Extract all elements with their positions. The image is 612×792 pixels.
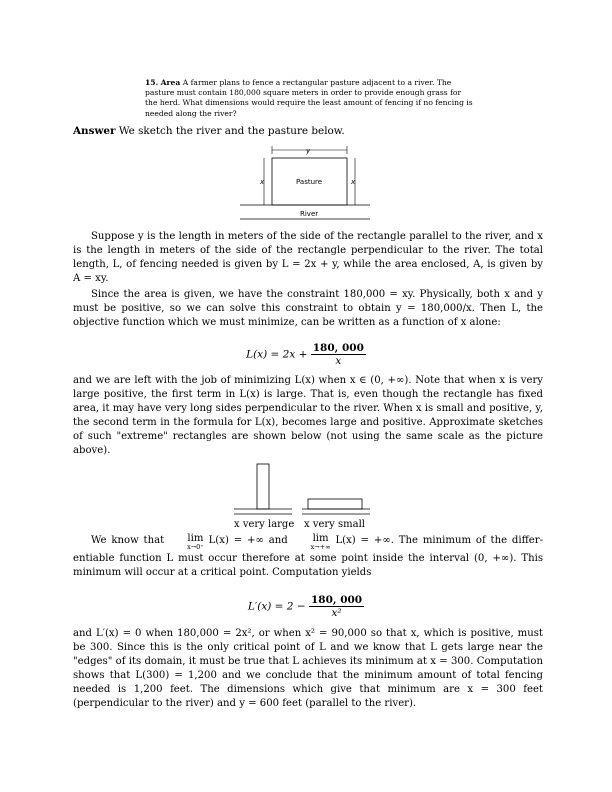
answer-label: Answer xyxy=(73,125,116,137)
wide-rectangle xyxy=(308,499,362,509)
y-label: y xyxy=(306,147,311,155)
problem-title: Area xyxy=(160,78,181,87)
answer-intro xyxy=(73,124,543,138)
caption-x-very-large: x very large xyxy=(234,519,295,530)
problem-statement xyxy=(145,78,475,119)
equation-objective-numerator: 180, 000 xyxy=(312,342,364,354)
problem-text: A farmer plans to fence a rectangular pasture adjacent to a river. The pasture must contain 180,000 square meters in order to provide enough grass for the herd. What dimensions would require the least amount of fencing if no fencing is needed along the river? xyxy=(145,78,473,118)
tall-rectangle xyxy=(257,464,269,509)
equation-derivative-fraction xyxy=(309,594,364,619)
equation-derivative-lhs: L′(x) = 2 − xyxy=(247,600,306,613)
river-label: River xyxy=(300,210,319,218)
equation-derivative-denominator: x² xyxy=(331,607,342,619)
limits-rest: entiable function L must occur therefore at some point inside the interval (0, +∞). This minimum will occur at a critical point. Computation yields xyxy=(73,553,543,579)
equation-objective-lhs: L(x) = 2x + xyxy=(246,348,308,361)
answer-intro-text: We sketch the river and the pasture below. xyxy=(118,125,345,137)
pasture-label: Pasture xyxy=(296,178,323,186)
pasture-diagram xyxy=(235,143,375,223)
paragraph-definitions: Suppose y is the length in meters of the side of the rectangle parallel to the river, and x is the length in meters of the side of the rectangle perpendicular to the river. The total length, L, of fencing needed is given by L = 2x + y, while the area enclosed, A, is given by A = xy. xyxy=(73,231,543,285)
limit-zero xyxy=(169,534,204,552)
right-x-label: x xyxy=(351,178,356,186)
limits-start: We know that xyxy=(91,535,165,546)
limit-zero-word: lim xyxy=(187,533,204,544)
paragraph-behavior: and we are left with the job of minimizing L(x) when x ∈ (0, +∞). Note that when x is very large positive, the first term in L(x) is large. That is, even though the rectangle has fixed area, it may have very long sides perpendicular to the river. When x is small and positive, y, the second term in the formula for L(x), becomes large and positive. Approximate sketches of such "extreme" rectangles are shown below (not using the same scale as the picture above). xyxy=(73,375,543,457)
problem-number: 15. xyxy=(145,78,159,87)
left-x-label: x xyxy=(260,178,265,186)
limits-mid2: L(x) = +∞. The minimum of the differ- xyxy=(335,535,543,546)
limit-infinity-word: lim xyxy=(312,533,329,544)
paragraph-conclusion: and L′(x) = 0 when 180,000 = 2x², or when x² = 90,000 so that x, which is positive, must be 300. Since this is the only critical point of L and we know that L gets large near the "edges" of its domain, it must be true that L achieves its minimum at x = 300. Computation shows that L(300) = 1,200 and we conclude that the minimum amount of total fencing needed is 1,200 feet. The dimensions which give that minimum are x = 300 feet (perpendicular to the river) and y = 600 feet (parallel to the river). xyxy=(73,628,543,710)
paragraph-constraint: Since the area is given, we have the constraint 180,000 = xy. Physically, both x and y must be positive, so we can solve this constraint to obtain y = 180,000/x. Then L, the objective function which we must minimize, can be written as a function of x alone: xyxy=(73,289,543,329)
limit-infinity-subscript: x→+∞ xyxy=(310,543,331,551)
limit-zero-subscript: x→0⁺ xyxy=(187,543,204,551)
equation-objective xyxy=(0,342,612,367)
equation-objective-fraction xyxy=(311,342,366,367)
extreme-rectangles-diagram xyxy=(232,462,372,518)
equation-derivative-numerator: 180, 000 xyxy=(310,594,363,606)
equation-derivative xyxy=(0,594,612,619)
limits-mid1: L(x) = +∞ and xyxy=(208,535,288,546)
limit-infinity xyxy=(293,534,331,552)
caption-x-very-small: x very small xyxy=(304,519,365,530)
equation-objective-denominator: x xyxy=(335,355,342,367)
paragraph-limits xyxy=(73,534,543,580)
